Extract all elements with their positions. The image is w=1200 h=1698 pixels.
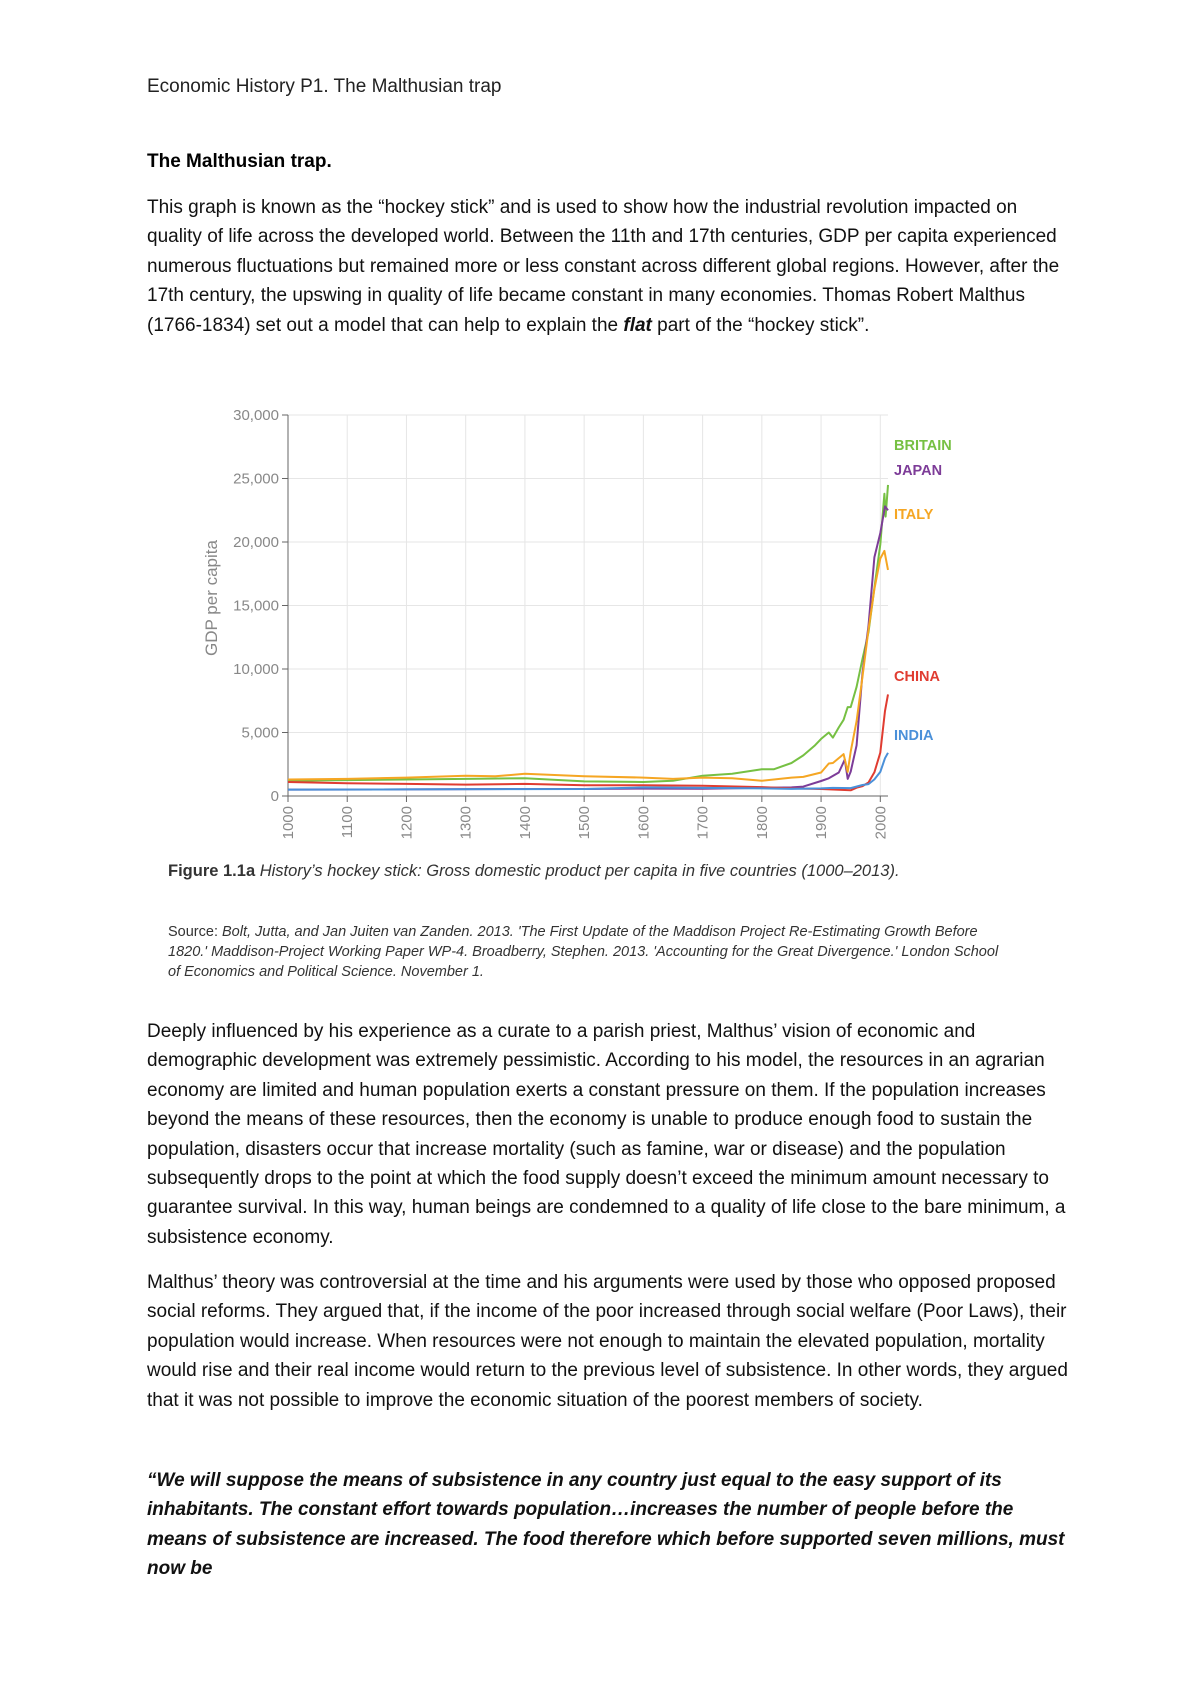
- legend-label-india: INDIA: [894, 728, 934, 744]
- y-tick-label: 5,000: [241, 724, 279, 742]
- intro-text-before: This graph is known as the “hockey stick” and is used to show how the industrial revolution impacted on quality of life across the developed world. Between the 11th and 17th centuries, GDP per capita experienced numerous fluctuations but remained more or less constant across different global regions. However, after the 17th century, the upswing in quality of life became constant in many economies. Thomas Robert Malthus (1766-1834) set out a model that can help to explain the: [147, 197, 1060, 336]
- x-tick-label: 1500: [576, 806, 594, 840]
- y-tick-label: 10,000: [233, 661, 279, 678]
- x-tick-label: 1900: [813, 806, 831, 840]
- figure-source: [168, 922, 1008, 982]
- x-tick-label: 2000: [872, 806, 890, 840]
- x-tick-label: 1700: [694, 806, 712, 840]
- figure-caption: [168, 860, 1008, 882]
- y-tick-label: 20,000: [233, 534, 279, 551]
- body-paragraph-2: [147, 1268, 1072, 1415]
- intro-paragraph: [147, 193, 1072, 340]
- y-tick-label: 0: [270, 788, 279, 805]
- intro-text-after: part of the “hockey stick”.: [651, 314, 870, 336]
- y-axis-label: GDP per capita: [202, 540, 221, 656]
- gdp-chart-svg: [168, 398, 1008, 868]
- paragraph-text: Deeply influenced by his experience as a curate to a parish priest, Malthus’ vision of economic and demographic development was extremely pessimistic. According to his model, the resources in an agrarian economy are limited and human population exerts a constant pressure on them. If the population increases beyond the means of these resources, then the economy is unable to produce enough food to sustain the population, disasters occur that increase mortality (such as famine, war or disease) and the population subsequently drops to the point at which the food supply doesn’t exceed the minimum amount necessary to guarantee survival. In this way, human beings are condemned to a quality of life close to the bare minimum, a subsistence economy.: [147, 1021, 1066, 1248]
- chart-legend: [894, 438, 952, 744]
- intro-emphasis: flat: [623, 314, 652, 336]
- body-paragraph-1: [147, 1017, 1072, 1252]
- chart-grid: [288, 415, 888, 796]
- source-text: Bolt, Jutta, and Jan Juiten van Zanden. 2013. 'The First Update of the Maddison Project Re-Estimating Growth Before 1820.' Maddison-Project Working Paper WP-4. Broadberry, Stephen. 2013. 'Accounting for the Great Divergence.' London School of Economics and Political Science. November 1.: [168, 924, 999, 980]
- page-header: Economic History P1. The Malthusian trap: [147, 76, 502, 97]
- x-tick-label: 1000: [280, 806, 297, 840]
- source-label: Source:: [168, 924, 218, 940]
- paragraph-text: Malthus’ theory was controversial at the time and his arguments were used by those who opposed proposed social reforms. They argued that, if the income of the poor increased through social welfare (Poor Laws), their population would increase. When resources were not enough to maintain the elevated population, mortality would rise and their real income would return to the previous level of subsistence. In other words, they argued that it was not possible to improve the economic situation of the poorest members of society.: [147, 1272, 1068, 1411]
- legend-label-italy: ITALY: [894, 507, 934, 523]
- x-tick-label: 1600: [635, 806, 653, 840]
- chart-series: [288, 485, 888, 790]
- x-tick-label: 1400: [516, 806, 534, 840]
- series-line-britain: [288, 485, 888, 782]
- series-line-italy: [288, 551, 888, 781]
- y-tick-label: 15,000: [233, 597, 279, 615]
- figure-title: History’s hockey stick: Gross domestic product per capita in five countries (1000–2013).: [259, 862, 900, 880]
- y-tick-label: 30,000: [233, 407, 279, 424]
- x-tick-label: 1300: [457, 806, 475, 840]
- quote-text: “We will suppose the means of subsistence in any country just equal to the easy support of its inhabitants. The constant effort towards population…increases the number of people before the means of subsistence are increased. The food therefore which before supported seven millions, must now be: [147, 1470, 1065, 1580]
- x-tick-label: 1800: [753, 806, 771, 840]
- x-tick-label: 1100: [339, 806, 357, 839]
- legend-label-britain: BRITAIN: [894, 438, 952, 454]
- x-tick-label: 1200: [398, 806, 416, 840]
- y-tick-label: 25,000: [233, 470, 279, 488]
- malthus-quote: [147, 1466, 1072, 1584]
- legend-label-china: CHINA: [894, 669, 940, 685]
- legend-label-japan: JAPAN: [894, 463, 943, 479]
- series-line-japan: [288, 506, 888, 789]
- figure-label: Figure 1.1a: [168, 862, 256, 880]
- gdp-chart: [168, 398, 1008, 868]
- section-heading: The Malthusian trap.: [147, 151, 332, 172]
